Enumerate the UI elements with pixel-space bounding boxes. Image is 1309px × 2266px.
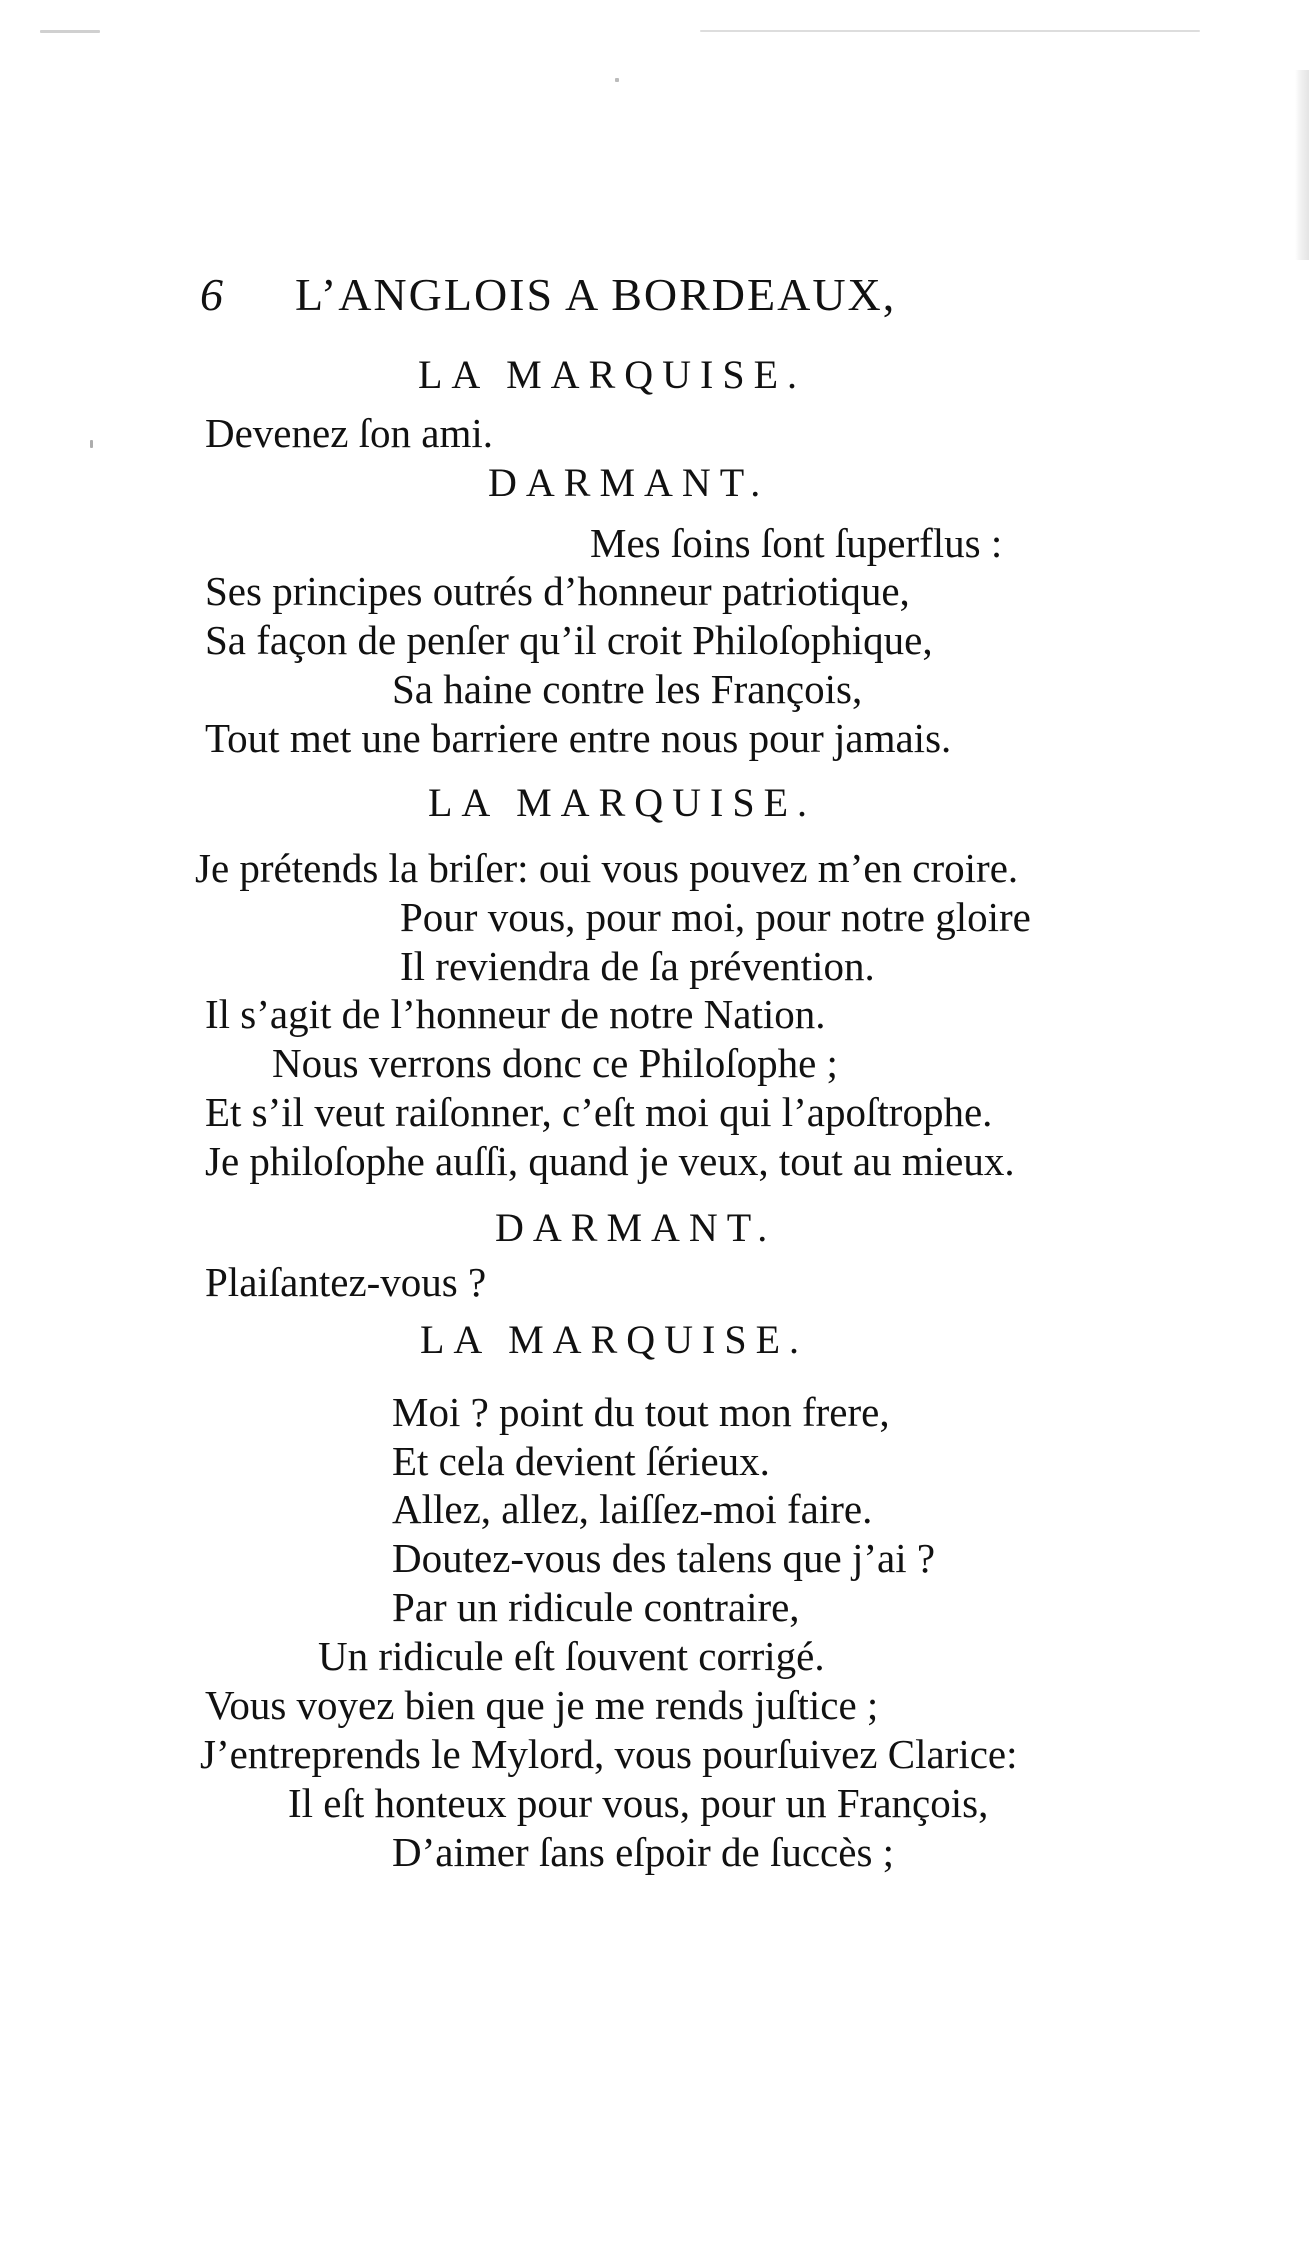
page-edge-shadow bbox=[1295, 70, 1309, 260]
verse-line: Mes ſoins ſont ſuperflus : bbox=[590, 520, 1003, 566]
verse-line: Et cela devient ſérieux. bbox=[392, 1438, 770, 1484]
verse-line: Il eſt honteux pour vous, pour un François, bbox=[288, 1780, 989, 1826]
verse-line: Nous verrons donc ce Philoſophe ; bbox=[272, 1040, 838, 1086]
verse-line: Devenez ſon ami. bbox=[205, 410, 494, 456]
running-title: L’ANGLOIS A BORDEAUX, bbox=[295, 269, 897, 320]
speaker-label: DARMANT. bbox=[495, 1205, 777, 1250]
verse-line: Par un ridicule contraire, bbox=[392, 1584, 800, 1630]
speaker-label: LA MARQUISE. bbox=[428, 780, 817, 825]
verse-line: Pour vous, pour moi, pour notre gloire bbox=[400, 894, 1031, 940]
verse-line: Sa façon de penſer qu’il croit Philoſophique, bbox=[205, 617, 933, 663]
verse-line: Je prétends la briſer: oui vous pouvez m’en croire. bbox=[195, 845, 1019, 891]
verse-line: Moi ? point du tout mon frere, bbox=[392, 1389, 890, 1435]
speaker-label: LA MARQUISE. bbox=[420, 1317, 809, 1362]
verse-line: D’aimer ſans eſpoir de ſuccès ; bbox=[392, 1829, 895, 1875]
verse-line: Allez, allez, laiſſez-moi faire. bbox=[392, 1486, 873, 1532]
page-number: 6 bbox=[200, 269, 224, 320]
print-speck bbox=[615, 78, 619, 82]
verse-line: Il reviendra de ſa prévention. bbox=[400, 943, 875, 989]
speaker-label: DARMANT. bbox=[488, 460, 770, 505]
speaker-label: LA MARQUISE. bbox=[418, 352, 807, 397]
verse-line: Vous voyez bien que je me rends juſtice ; bbox=[205, 1682, 879, 1728]
verse-line: Ses principes outrés d’honneur patriotique, bbox=[205, 568, 910, 614]
verse-line: Tout met une barriere entre nous pour jamais. bbox=[205, 715, 952, 761]
verse-line: Je philoſophe auſſi, quand je veux, tout au mieux. bbox=[205, 1138, 1015, 1184]
verse-line: Un ridicule eſt ſouvent corrigé. bbox=[318, 1633, 825, 1679]
page-header bbox=[200, 268, 1080, 328]
print-speck bbox=[90, 440, 93, 448]
print-speck bbox=[40, 30, 100, 33]
verse-line: Et s’il veut raiſonner, c’eſt moi qui l’apoſtrophe. bbox=[205, 1089, 993, 1135]
print-speck bbox=[700, 30, 1200, 32]
verse-line: Il s’agit de l’honneur de notre Nation. bbox=[205, 991, 826, 1037]
verse-line: Plaiſantez-vous ? bbox=[205, 1259, 487, 1305]
verse-line: J’entreprends le Mylord, vous pourſuivez Clarice: bbox=[200, 1731, 1018, 1777]
verse-line: Sa haine contre les François, bbox=[392, 666, 863, 712]
verse-line: Doutez-vous des talens que j’ai ? bbox=[392, 1535, 936, 1581]
